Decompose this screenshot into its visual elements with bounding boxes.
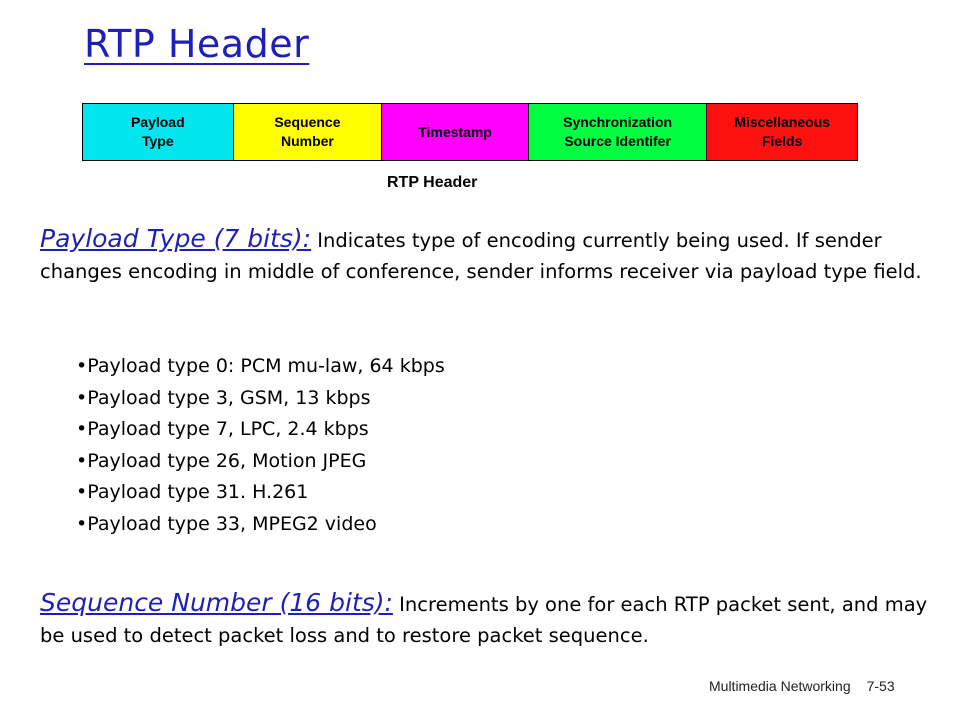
list-item: • Payload type 7, LPC, 2.4 kbps: [76, 414, 445, 446]
footer-section: Multimedia Networking: [709, 678, 851, 694]
payload-type-term: Payload Type (7 bits):: [40, 224, 312, 253]
list-item: • Payload type 33, MPEG2 video: [76, 509, 445, 541]
sequence-number-term: Sequence Number (16 bits):: [40, 588, 393, 617]
list-item: • Payload type 0: PCM mu-law, 64 kbps: [76, 351, 445, 383]
payload-type-field: Payload Type: [83, 104, 234, 160]
diagram-caption: RTP Header: [387, 174, 478, 191]
rtp-header-diagram: [82, 103, 858, 161]
page-number: 7-53: [866, 678, 895, 694]
slide-title: RTP Header: [84, 22, 310, 66]
ssrc-field: Synchronization Source Identifer: [529, 104, 708, 160]
payload-type-description: Indicates type of encoding currently being used. If sender changes encoding in middle of conference, sender informs receiver via payload type field.: [40, 229, 922, 283]
timestamp-field: Timestamp: [382, 104, 529, 160]
sequence-number-paragraph: [40, 587, 955, 651]
payload-type-list: [76, 351, 445, 540]
payload-type-paragraph: [40, 223, 955, 287]
sequence-number-description: Increments by one for each RTP packet sent, and may be used to detect packet loss and to restore packet sequence.: [40, 593, 928, 647]
list-item: • Payload type 31. H.261: [76, 477, 445, 509]
list-item: • Payload type 3, GSM, 13 kbps: [76, 383, 445, 415]
misc-fields-field: Miscellaneous Fields: [707, 104, 857, 160]
list-item: • Payload type 26, Motion JPEG: [76, 446, 445, 478]
slide-footer: [709, 678, 895, 694]
sequence-number-field: Sequence Number: [234, 104, 383, 160]
